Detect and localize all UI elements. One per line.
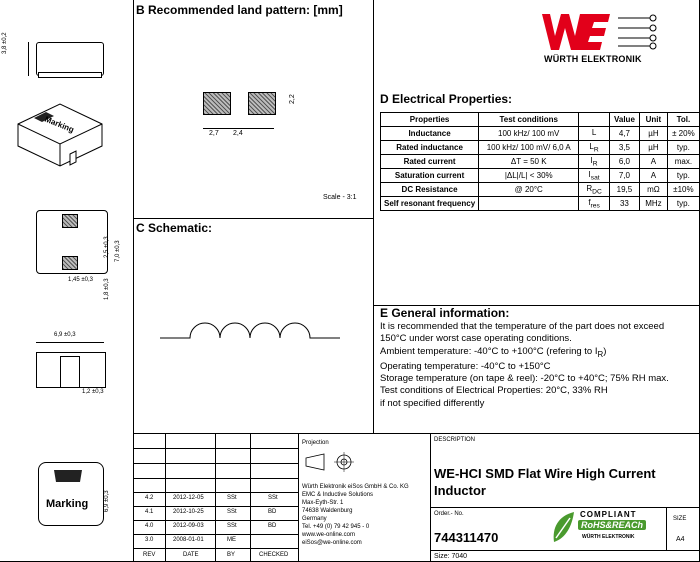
- description-label: DESCRIPTION: [434, 437, 476, 443]
- col-symbol: [579, 113, 610, 127]
- wurth-logo-icon: [540, 12, 620, 54]
- logo-lines-icon: [618, 12, 662, 52]
- rev-header-rev: REV: [143, 552, 156, 558]
- rohs-text: RoHS&REACh: [578, 520, 646, 530]
- company-name: Würth Elektronik eiSos GmbH & Co. KG: [302, 484, 409, 490]
- company-city: 74638 Waldenburg: [302, 508, 353, 514]
- rev-by-4-0: SSt: [227, 523, 237, 529]
- rev-4-0: 4.0: [145, 523, 154, 529]
- schematic-title: C Schematic:: [136, 221, 213, 235]
- rev-checked-4-0: BD: [268, 523, 277, 529]
- rev-date-4-0: 2012-09-03: [173, 523, 204, 529]
- general-info: It is recommended that the temperature of the part does not exceed 150°C under worst case operating conditions. Ambient temperature: -40°C to +100°C (refering to $I_R$) Operating temperature: -40°C to +150°C Storage temperature (on tape & reel): -20°C to +40°C; 75% RH max. Test conditions of Electrical Properties: 20°C, 33% RH if not specified differently: [380, 321, 669, 409]
- marking-logo-icon: [52, 468, 88, 484]
- compliant-brand: WÜRTH ELEKTRONIK: [582, 534, 635, 540]
- pad-width-dim: 1,45 ±0,3: [68, 277, 93, 283]
- general-title: E General information:: [380, 306, 510, 320]
- marking-label-iso: Marking: [43, 114, 76, 135]
- company-street: Max-Eyth-Str. 1: [302, 500, 344, 506]
- col-properties: Properties: [381, 113, 479, 127]
- rev-date-4-2: 2012-12-05: [173, 495, 204, 501]
- company-division: EMC & Inductive Solutions: [302, 492, 374, 498]
- rev-by-4-2: SSt: [227, 495, 237, 501]
- col-test-conditions: Test conditions: [479, 113, 579, 127]
- electrical-title: D Electrical Properties:: [380, 92, 513, 106]
- rev-4-2: 4.2: [145, 495, 154, 501]
- table-row: DC Resistance @ 20°C $R_{DC}$ 19,5 mΩ ±10%: [381, 183, 700, 197]
- rev-date-4-1: 2012-10-25: [173, 509, 204, 515]
- company-email[interactable]: eiSos@we-online.com: [302, 540, 362, 546]
- company-web[interactable]: www.we-online.com: [302, 532, 356, 538]
- rev-date-3-0: 2008-01-01: [173, 537, 204, 543]
- rev-header-date: DATE: [183, 552, 199, 558]
- col-unit: Unit: [640, 113, 668, 127]
- rev-4-1: 4.1: [145, 509, 154, 515]
- company-phone: Tel. +49 (0) 79 42 945 - 0: [302, 524, 370, 530]
- pad-height-dim: 1,8 ±0,3: [104, 278, 110, 300]
- company-country: Germany: [302, 516, 327, 522]
- land-gap-dim: 2,4: [233, 130, 243, 137]
- bottom-pad-dim: 1,2 ±0,3: [82, 389, 104, 395]
- col-value: Value: [609, 113, 639, 127]
- order-label: Order.- No.: [434, 511, 464, 517]
- col-tol: Tol.: [667, 113, 699, 127]
- projection-label: Projection: [302, 440, 329, 446]
- table-row: Rated inductance 100 kHz/ 100 mV/ 6,0 A $L_R$ 3,5 µH typ.: [381, 141, 700, 155]
- order-number: 744311470: [434, 530, 499, 545]
- top-width-dim: 7,0 ±0,3: [115, 240, 121, 262]
- size-label: SIZE: [673, 516, 687, 522]
- projection-symbol-icon: [304, 452, 360, 472]
- marking-label: Marking: [46, 498, 89, 510]
- marking-height-dim: 6,9 ±0,3: [104, 490, 110, 512]
- inductor-coil-icon: [160, 318, 340, 342]
- land-height-dim: 2,2: [289, 94, 296, 104]
- rev-checked-4-2: SSt: [268, 495, 278, 501]
- rohs-leaf-icon: [550, 510, 576, 544]
- side-height-dim: 3,8 ±0,2: [2, 32, 8, 54]
- inductor-iso-drawing-icon: [10, 96, 110, 176]
- land-pattern-title: B Recommended land pattern: [mm]: [136, 3, 343, 17]
- compliant-text: COMPLIANT: [580, 510, 637, 519]
- table-row: Inductance 100 kHz/ 100 mV L 4,7 µH ± 20%: [381, 127, 700, 141]
- land-scale: Scale - 3:1: [323, 194, 357, 201]
- rev-3-0: 3.0: [145, 537, 154, 543]
- rev-by-3-0: ME: [227, 537, 236, 543]
- rev-header-checked: CHECKED: [259, 552, 289, 558]
- table-row: Saturation current |ΔL|/L| < 30% $I_{sat}$ 7,0 A typ.: [381, 169, 700, 183]
- pad-gap-dim: 2,5 ±0,3: [104, 236, 110, 258]
- size-value: A4: [676, 536, 685, 543]
- size-note: Size: 7040: [434, 553, 468, 560]
- compliance-badge: [550, 508, 660, 548]
- rev-header-by: BY: [227, 552, 236, 558]
- rev-checked-4-1: BD: [268, 509, 277, 515]
- electrical-table: [380, 112, 700, 211]
- table-row: Rated current ΔT = 50 K $I_R$ 6,0 A max.: [381, 155, 700, 169]
- brand-name: WÜRTH ELEKTRONIK: [544, 54, 642, 64]
- land-width-dim: 2,7: [209, 130, 219, 137]
- table-row: Self resonant frequency $f_{res}$ 33 MHz typ.: [381, 197, 700, 211]
- bottom-width-dim: 6,9 ±0,3: [54, 332, 76, 338]
- description-text: WE-HCI SMD Flat Wire High Current Inductor: [434, 466, 656, 498]
- rev-by-4-1: SSt: [227, 509, 237, 515]
